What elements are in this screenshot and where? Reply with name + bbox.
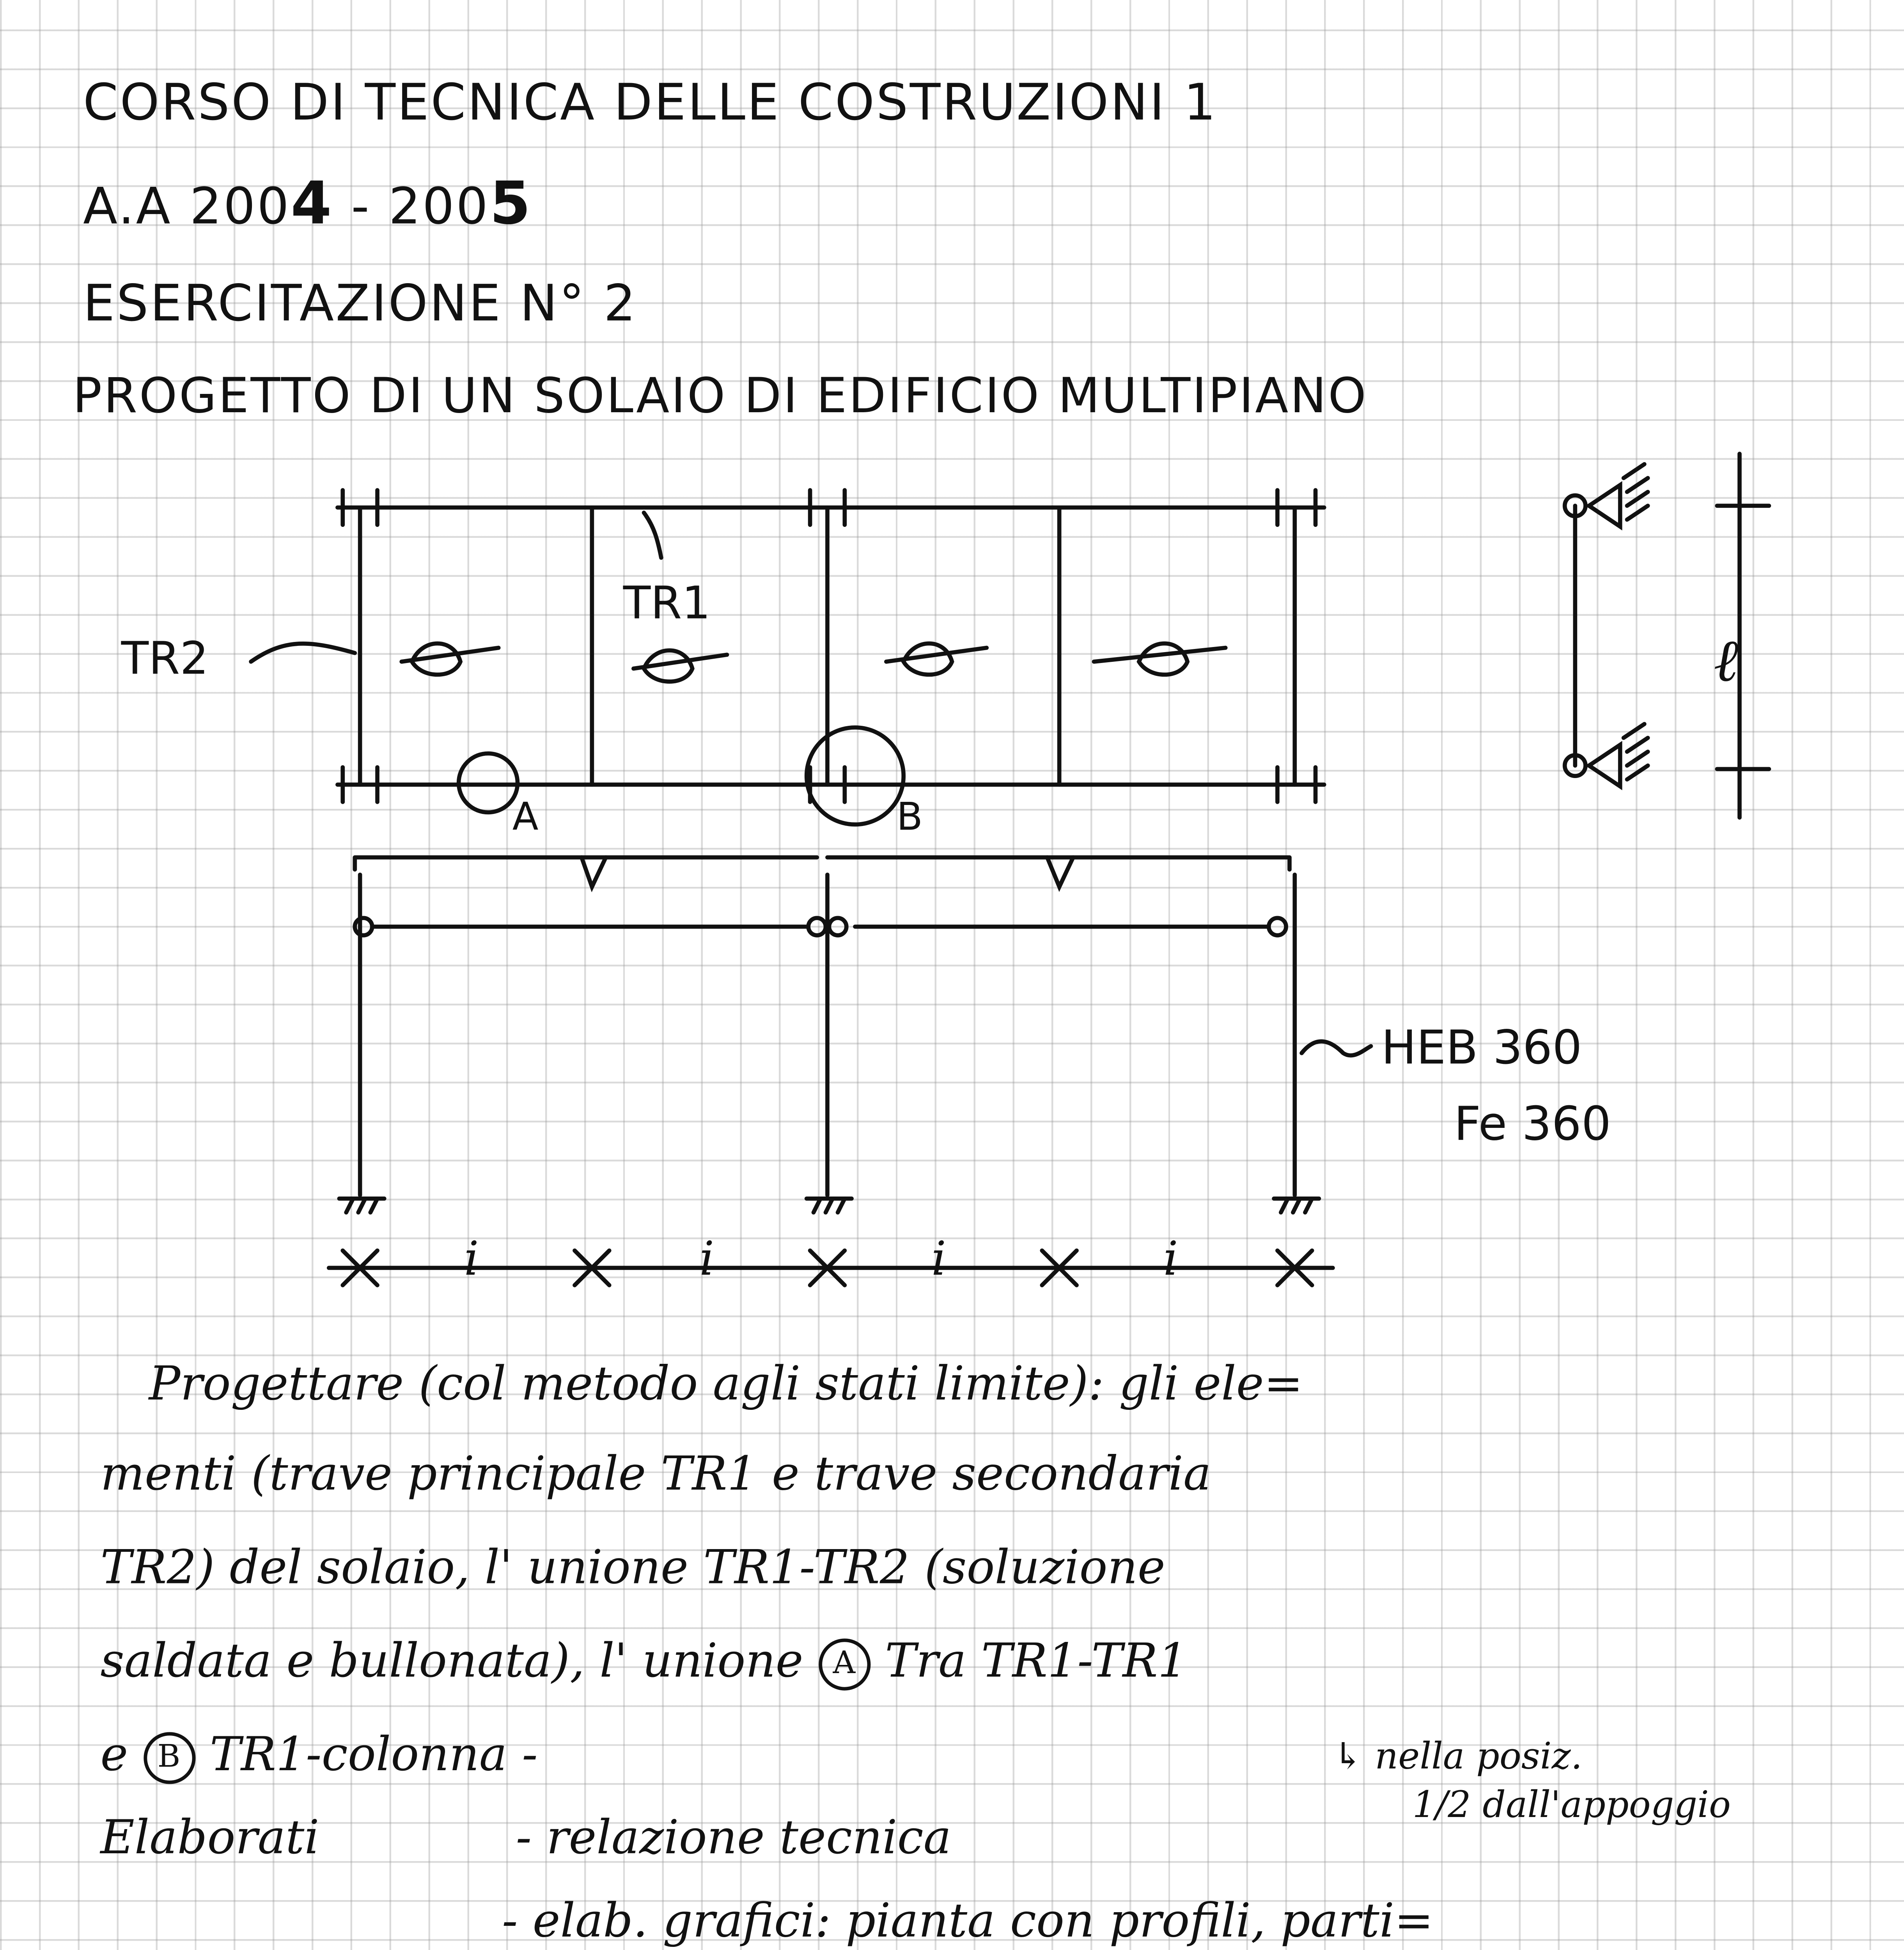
position-note-1: ↳ nella posiz. — [1333, 1736, 1583, 1777]
text-line-4-end: Tra TR1-TR1 — [885, 1635, 1188, 1689]
text-line-5-start: e — [100, 1728, 128, 1782]
project-title: PROGETTO DI UN SOLAIO DI EDIFICIO MULTIPIANO — [73, 367, 1368, 425]
elaborati-label: Elaborati — [100, 1812, 319, 1866]
text-line-1: Progettare (col metodo agli stati limite): gli ele= — [149, 1358, 1303, 1412]
joint-a-marker: A — [818, 1638, 870, 1689]
label-tr2: TR2 — [121, 634, 209, 686]
academic-year-digit-1: 4 — [291, 170, 333, 239]
label-node-b: B — [896, 796, 923, 840]
label-column-profile: HEB 360 — [1381, 1022, 1582, 1076]
academic-year-digit-2: 5 — [489, 170, 533, 239]
elaborati-item-1: - relazione tecnica — [516, 1812, 952, 1866]
academic-year-prefix: A.A 200 — [83, 177, 291, 236]
exercise-number: ESERCITAZIONE N° 2 — [83, 273, 638, 333]
text-line-4-start: saldata e bullonata), l' unione — [100, 1635, 803, 1689]
text-line-3: TR2) del solaio, l' unione TR1-TR2 (soluzione — [100, 1541, 1165, 1595]
label-steel-grade: Fe 360 — [1454, 1098, 1611, 1152]
label-tr1: TR1 — [623, 578, 711, 631]
joint-b-marker: B — [143, 1731, 195, 1783]
label-node-a: A — [512, 796, 539, 840]
elaborati-item-2: - elab. grafici: pianta con profili, parti= — [502, 1895, 1434, 1949]
label-bay-2: i — [699, 1233, 714, 1287]
label-bay-3: i — [931, 1233, 947, 1287]
academic-year-mid: - 200 — [333, 177, 490, 236]
label-bay-4: i — [1163, 1233, 1178, 1287]
label-bay-1: i — [464, 1233, 479, 1287]
text-line-4 — [100, 1635, 1187, 1689]
text-line-5-end: TR1-colonna - — [209, 1728, 538, 1782]
text-line-5 — [100, 1728, 537, 1783]
label-span-l: ℓ — [1713, 627, 1738, 697]
text-line-2: menti (trave principale TR1 e trave secondaria — [100, 1448, 1211, 1502]
position-note-2: 1/2 dall'appoggio — [1412, 1784, 1731, 1826]
course-title: CORSO DI TECNICA DELLE COSTRUZIONI 1 — [83, 73, 1218, 132]
